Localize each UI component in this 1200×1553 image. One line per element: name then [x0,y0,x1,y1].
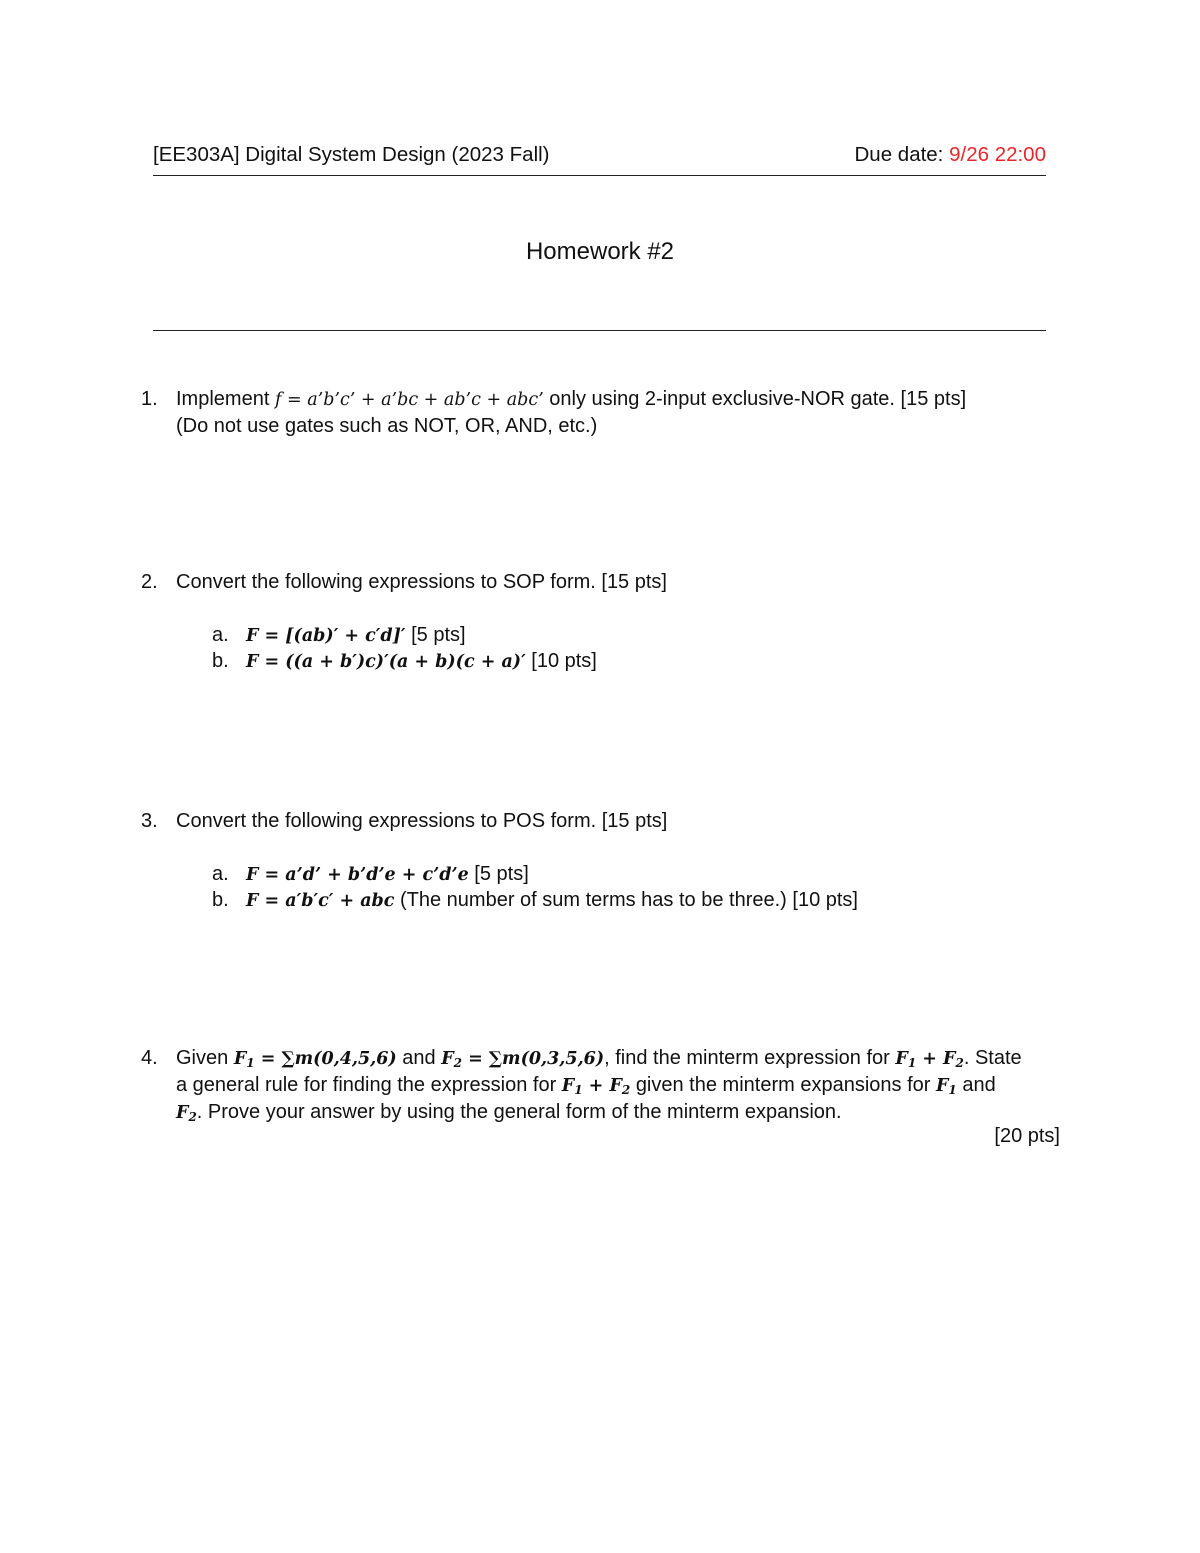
question-note: (Do not use gates such as NOT, OR, AND, etc.) [176,415,598,437]
plus: + [582,1076,610,1096]
question-intro: Implement [176,388,270,410]
question-instruction: only using 2-input exclusive-NOR gate. [15 pts] [549,388,967,410]
f1-plus-f2 [895,1049,963,1069]
question-body [176,386,1056,439]
subscript: 1 [574,1083,583,1097]
sub-item-letter: b. [212,650,229,672]
text-fragment: , find the minterm expression for [604,1047,890,1069]
course-title: [EE303A] Digital System Design (2023 Fall) [153,143,550,166]
var-f: F [561,1076,575,1096]
f1-plus-f2 [562,1076,630,1096]
minterm-list: ∑m(0,4,5,6) [281,1049,397,1069]
page-title: Homework #2 [525,238,675,265]
header-divider [153,175,1046,176]
equals: = [254,1049,282,1069]
subscript: 2 [955,1056,964,1070]
sub-item-points: [10 pts] [531,650,597,672]
question-text: Convert the following expressions to SOP form. [15 pts] [176,571,667,593]
var-f: F [441,1049,454,1069]
sub-item-body [246,622,466,649]
subscript: 2 [621,1083,631,1097]
subscript: 1 [907,1056,917,1070]
question-points: [20 pts] [994,1125,1060,1147]
question-line [176,1072,1056,1099]
sub-item-letter: a. [212,624,229,646]
sub-item-body [246,887,858,914]
question-line [176,1099,1056,1126]
minterm-list: ∑m(0,3,5,6) [488,1049,605,1069]
text-fragment: given the minterm expansions for [635,1074,931,1096]
sub-item-body [246,861,529,888]
subscript: 2 [453,1056,463,1070]
question-text: Convert the following expressions to POS form. [15 pts] [176,810,668,832]
sub-item-letter: b. [212,889,229,911]
subscript: 1 [246,1056,255,1070]
boolean-expression: F = ((a + b′)c)′(a + b)(c + a)′ [246,652,526,672]
text-fragment: . State [963,1047,1022,1069]
sub-item-letter: a. [212,863,229,885]
var-f: F [233,1049,247,1069]
due-date [854,142,1046,168]
question-number: 3. [141,810,158,832]
sub-item-points: [5 pts] [411,624,466,646]
text-fragment: and [962,1074,996,1096]
due-date-value: 9/26 22:00 [949,143,1046,166]
f2-symbol [176,1103,197,1123]
boolean-expression: f = a’b’c’ + a’bc + ab’c + abc’ [274,390,544,410]
due-date-label: Due date: [854,143,944,166]
f1-definition [234,1049,397,1069]
text-fragment: . Prove your answer by using the general form of the minterm expansion. [196,1101,842,1123]
var-f: F [943,1049,956,1069]
text-fragment: and [402,1047,436,1069]
boolean-expression: F = a′b′c′ + abc [246,891,395,911]
subscript: 1 [948,1083,957,1097]
var-f: F [176,1103,189,1123]
boolean-expression: F = a’d’ + b’d’e + c’d’e [246,865,469,885]
question-number: 4. [141,1047,158,1069]
text-fragment: a general rule for finding the expression for [176,1074,557,1096]
question-number: 1. [141,388,158,410]
var-f: F [935,1076,949,1096]
title-divider [153,330,1046,331]
page-header [153,142,1046,168]
question-line [176,386,1056,413]
question-line [176,1045,1056,1072]
plus: + [916,1049,944,1069]
sub-item-points: (The number of sum terms has to be three.) [10 pts] [400,889,858,911]
equals: = [462,1049,489,1069]
subscript: 2 [188,1110,197,1124]
var-f: F [609,1076,622,1096]
question-number: 2. [141,571,158,593]
var-f: F [895,1049,908,1069]
f2-definition [441,1049,604,1069]
question-body [176,1045,1056,1126]
sub-item-body [246,648,597,675]
sub-item-points: [5 pts] [474,863,529,885]
f1-symbol [936,1076,957,1096]
text-fragment: Given [176,1047,229,1069]
boolean-expression: F = [(ab)′ + c′d]′ [246,626,406,646]
